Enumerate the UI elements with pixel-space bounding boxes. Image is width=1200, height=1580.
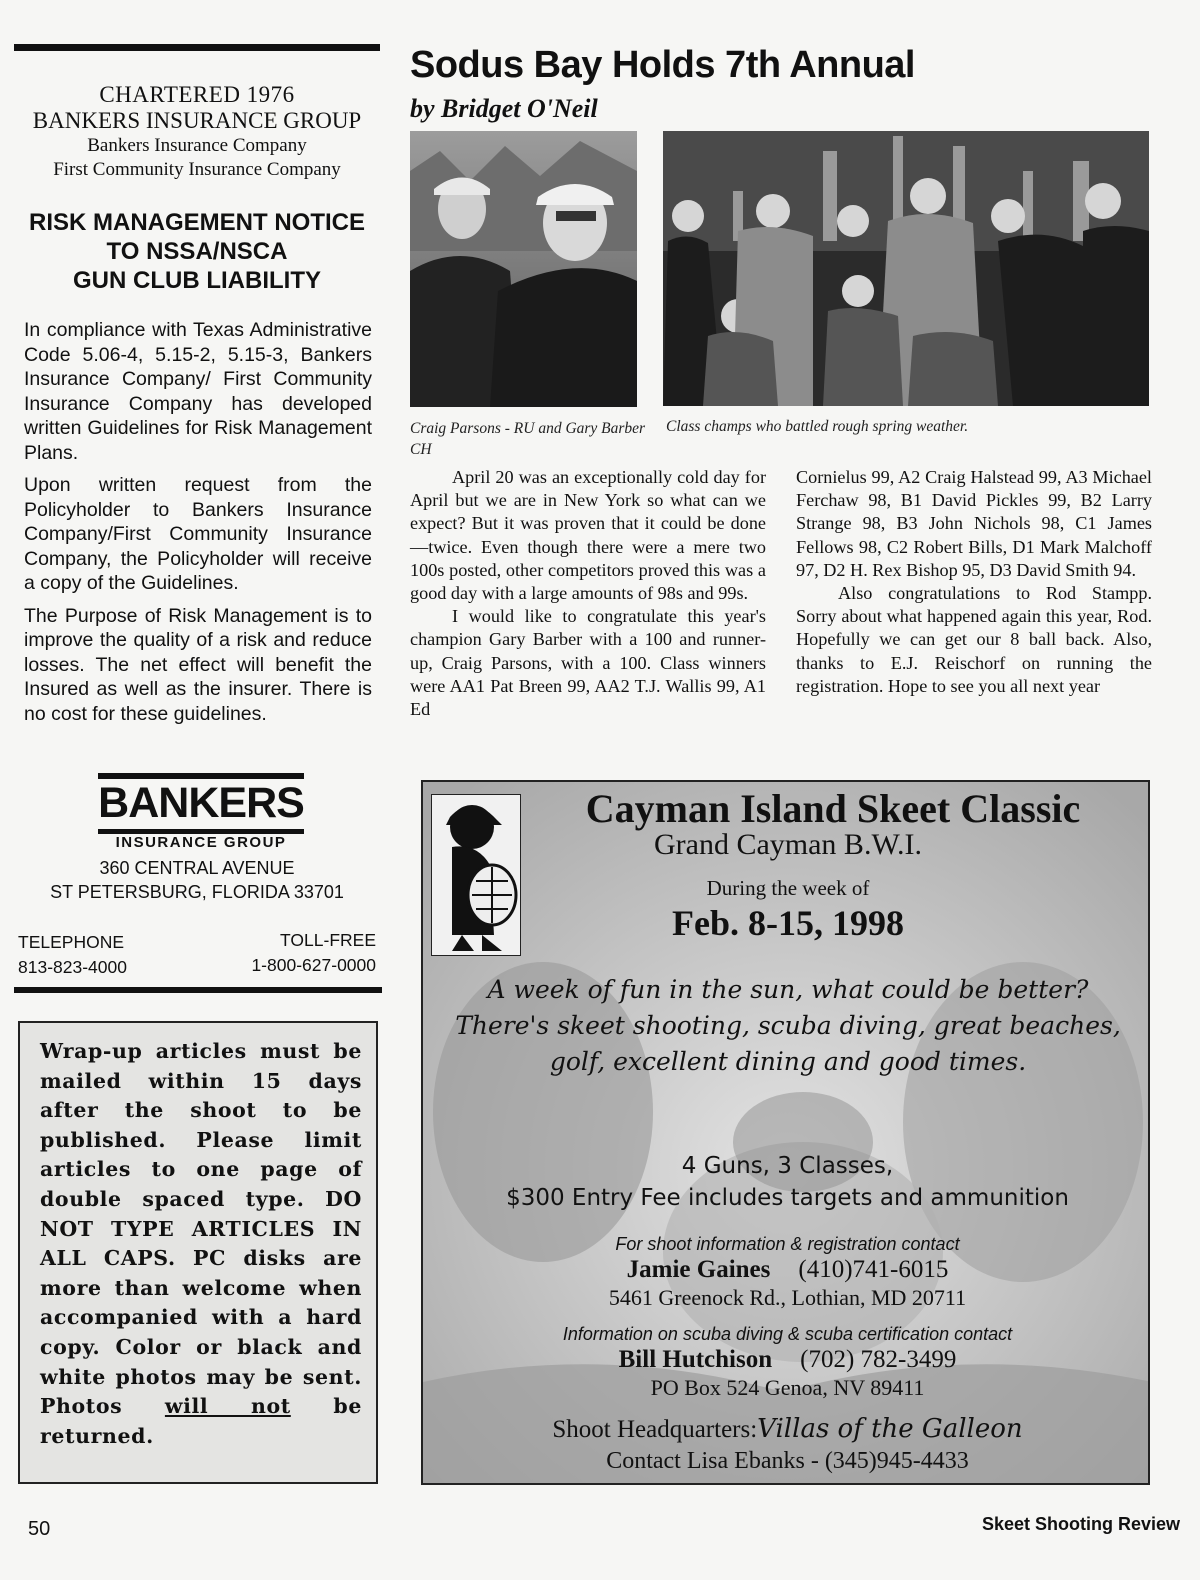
cayman-skeet-classic-ad [421, 780, 1150, 1485]
tollfree-label: TOLL-FREE [280, 930, 376, 950]
article-headline: Sodus Bay Holds 7th Annual [410, 44, 915, 86]
scuba-info-label: Information on scuba diving & scuba certification contact [562, 1324, 1013, 1344]
charter-line: CHARTERED 1976 [99, 82, 295, 107]
risk-notice-title [14, 208, 380, 295]
address-line: ST PETERSBURG, FLORIDA 33701 [50, 882, 344, 902]
publication-name: Skeet Shooting Review [982, 1514, 1181, 1534]
page-number: 50 [28, 1518, 51, 1540]
photo-class-champs [663, 131, 1149, 406]
hq-contact: Contact Lisa Ebanks - (345)945-4433 [606, 1448, 969, 1474]
tollfree-number: 1-800-627-0000 [251, 955, 376, 975]
top-rule [14, 44, 380, 51]
scuba-contact-block [423, 1322, 1150, 1402]
tagline-line: golf, excellent dining and good times. [549, 1047, 1027, 1076]
wrapup-text: Wrap-up articles must be mailed within 15 days after the shoot to be published. Please limit articles to one page of double spaced type. DO NOT TYPE ARTICLES IN ALL CAPS. PC disks are more than welcome when accompanied with a hard copy. Color or black and white photos may be sent. Photos [40, 1039, 362, 1419]
title-line: TO NSSA/NSCA [106, 238, 288, 265]
article-byline: by Bridget O'Neil [410, 94, 598, 123]
tagline-line: A week of fun in the sun, what could be better? [487, 975, 1089, 1004]
hq-label: Shoot Headquarters: [552, 1416, 758, 1443]
title-line: RISK MANAGEMENT NOTICE [29, 209, 365, 236]
telephone-block [18, 930, 127, 980]
bankers-address [14, 856, 380, 904]
title-line: GUN CLUB LIABILITY [73, 267, 321, 294]
bankers-logo: BANKERS [98, 779, 304, 827]
notice-paragraph: Upon written request from the Policyholder to Bankers Insurance Company/First Community Insurance Company, the Policyholder will receive a copy of the Guidelines. [24, 474, 372, 594]
contact-address: PO Box 524 Genoa, NV 89411 [650, 1375, 925, 1400]
contact-phone: (410)741-6015 [798, 1256, 949, 1283]
photo-caption: Class champs who battled rough spring weather. [666, 418, 969, 435]
ad-tagline [443, 972, 1133, 1080]
article-column [796, 466, 1152, 698]
charter-block [14, 82, 380, 182]
wrapup-notice-text [40, 1037, 362, 1451]
address-line: 360 CENTRAL AVENUE [99, 858, 295, 878]
ad-during-label: During the week of [706, 876, 870, 900]
ad-location: Grand Cayman B.W.I. [653, 828, 922, 861]
article-paragraph: I would like to congratulate this year's champion Gary Barber with a 100 and runner-up, Craig Parsons, with a 100. Class winners were AA1 Pat Breen 99, AA2 T.J. Wallis 99, A1 Ed [410, 606, 766, 720]
hq-name: Villas of the Galleon [757, 1414, 1023, 1444]
shoot-info-label: For shoot information & registration contact [615, 1234, 960, 1254]
company-name: First Community Insurance Company [53, 159, 341, 180]
ad-title: Cayman Island Skeet Classic [585, 786, 1081, 831]
ad-date: Feb. 8-15, 1998 [672, 903, 904, 943]
tagline-line: There's skeet shooting, scuba diving, great beaches, [455, 1011, 1121, 1040]
company-name: Bankers Insurance Company [87, 135, 307, 156]
tollfree-block [236, 928, 376, 978]
wrapup-emphasis: will not [164, 1394, 291, 1419]
notice-paragraph: In compliance with Texas Administrative Code 5.06-4, 5.15-2, 5.15-3, Bankers Insurance Company/ First Community Insurance Company has developed written Guidelines for Risk Management Plans. [24, 319, 372, 464]
event-detail-line: 4 Guns, 3 Classes, [681, 1153, 894, 1179]
photo-caption: Craig Parsons - RU and Gary Barber CH [410, 420, 646, 458]
article-paragraph: Cornielus 99, A2 Craig Halstead 99, A3 Michael Ferchaw 98, B1 David Pickles 99, B2 Larry Strange 98, B3 John Nichols 98, C1 James Fellows 98, C2 Robert Bills, D1 Mark Malchoff 97, D2 H. Rex Bishop 95, D3 David Smith 94. [796, 467, 1152, 580]
section-rule [14, 987, 382, 993]
risk-notice-body [24, 318, 372, 734]
article-column [410, 466, 766, 721]
shoot-headquarters [423, 1414, 1150, 1444]
contact-name: Bill Hutchison [618, 1346, 773, 1373]
photo-two-shooters [410, 131, 637, 407]
article-paragraph: April 20 was an exceptionally cold day for April but we are in New York so what can we expect? But it was proven that it could be done—twice. Even though there were a mere two 100s posted, other competitors proved this was a good day with a large amounts of 98s and 99s. [410, 467, 766, 604]
notice-paragraph: The Purpose of Risk Management is to improve the quality of a risk and reduce losses. The net effect will benefit the Insured as well as the insurer. There is no cost for these guidelines. [24, 604, 372, 725]
contact-address: 5461 Greenock Rd., Lothian, MD 20711 [608, 1285, 967, 1310]
shoot-contact-block [423, 1232, 1150, 1312]
company-group-name: BANKERS INSURANCE GROUP [32, 108, 362, 133]
turtle-character-logo [431, 794, 521, 956]
contact-name: Jamie Gaines [626, 1256, 771, 1283]
wrapup-text: be returned. [40, 1394, 362, 1448]
ad-event-details [423, 1150, 1150, 1214]
wrapup-notice-box [18, 1021, 378, 1484]
event-detail-line: $300 Entry Fee includes targets and ammunition [506, 1185, 1069, 1211]
telephone-label: TELEPHONE [18, 932, 124, 952]
article-paragraph: Also congratulations to Rod Stampp. Sorry about what happened again this year, Rod. Hopefully we can get our 8 ball back. Also, thanks to E.J. Reischorf on running the registration. Hope to see you all next year [796, 583, 1152, 696]
bankers-logo-subtitle: INSURANCE GROUP [115, 834, 287, 851]
telephone-number: 813-823-4000 [18, 957, 127, 977]
contact-phone: (702) 782-3499 [800, 1346, 957, 1373]
